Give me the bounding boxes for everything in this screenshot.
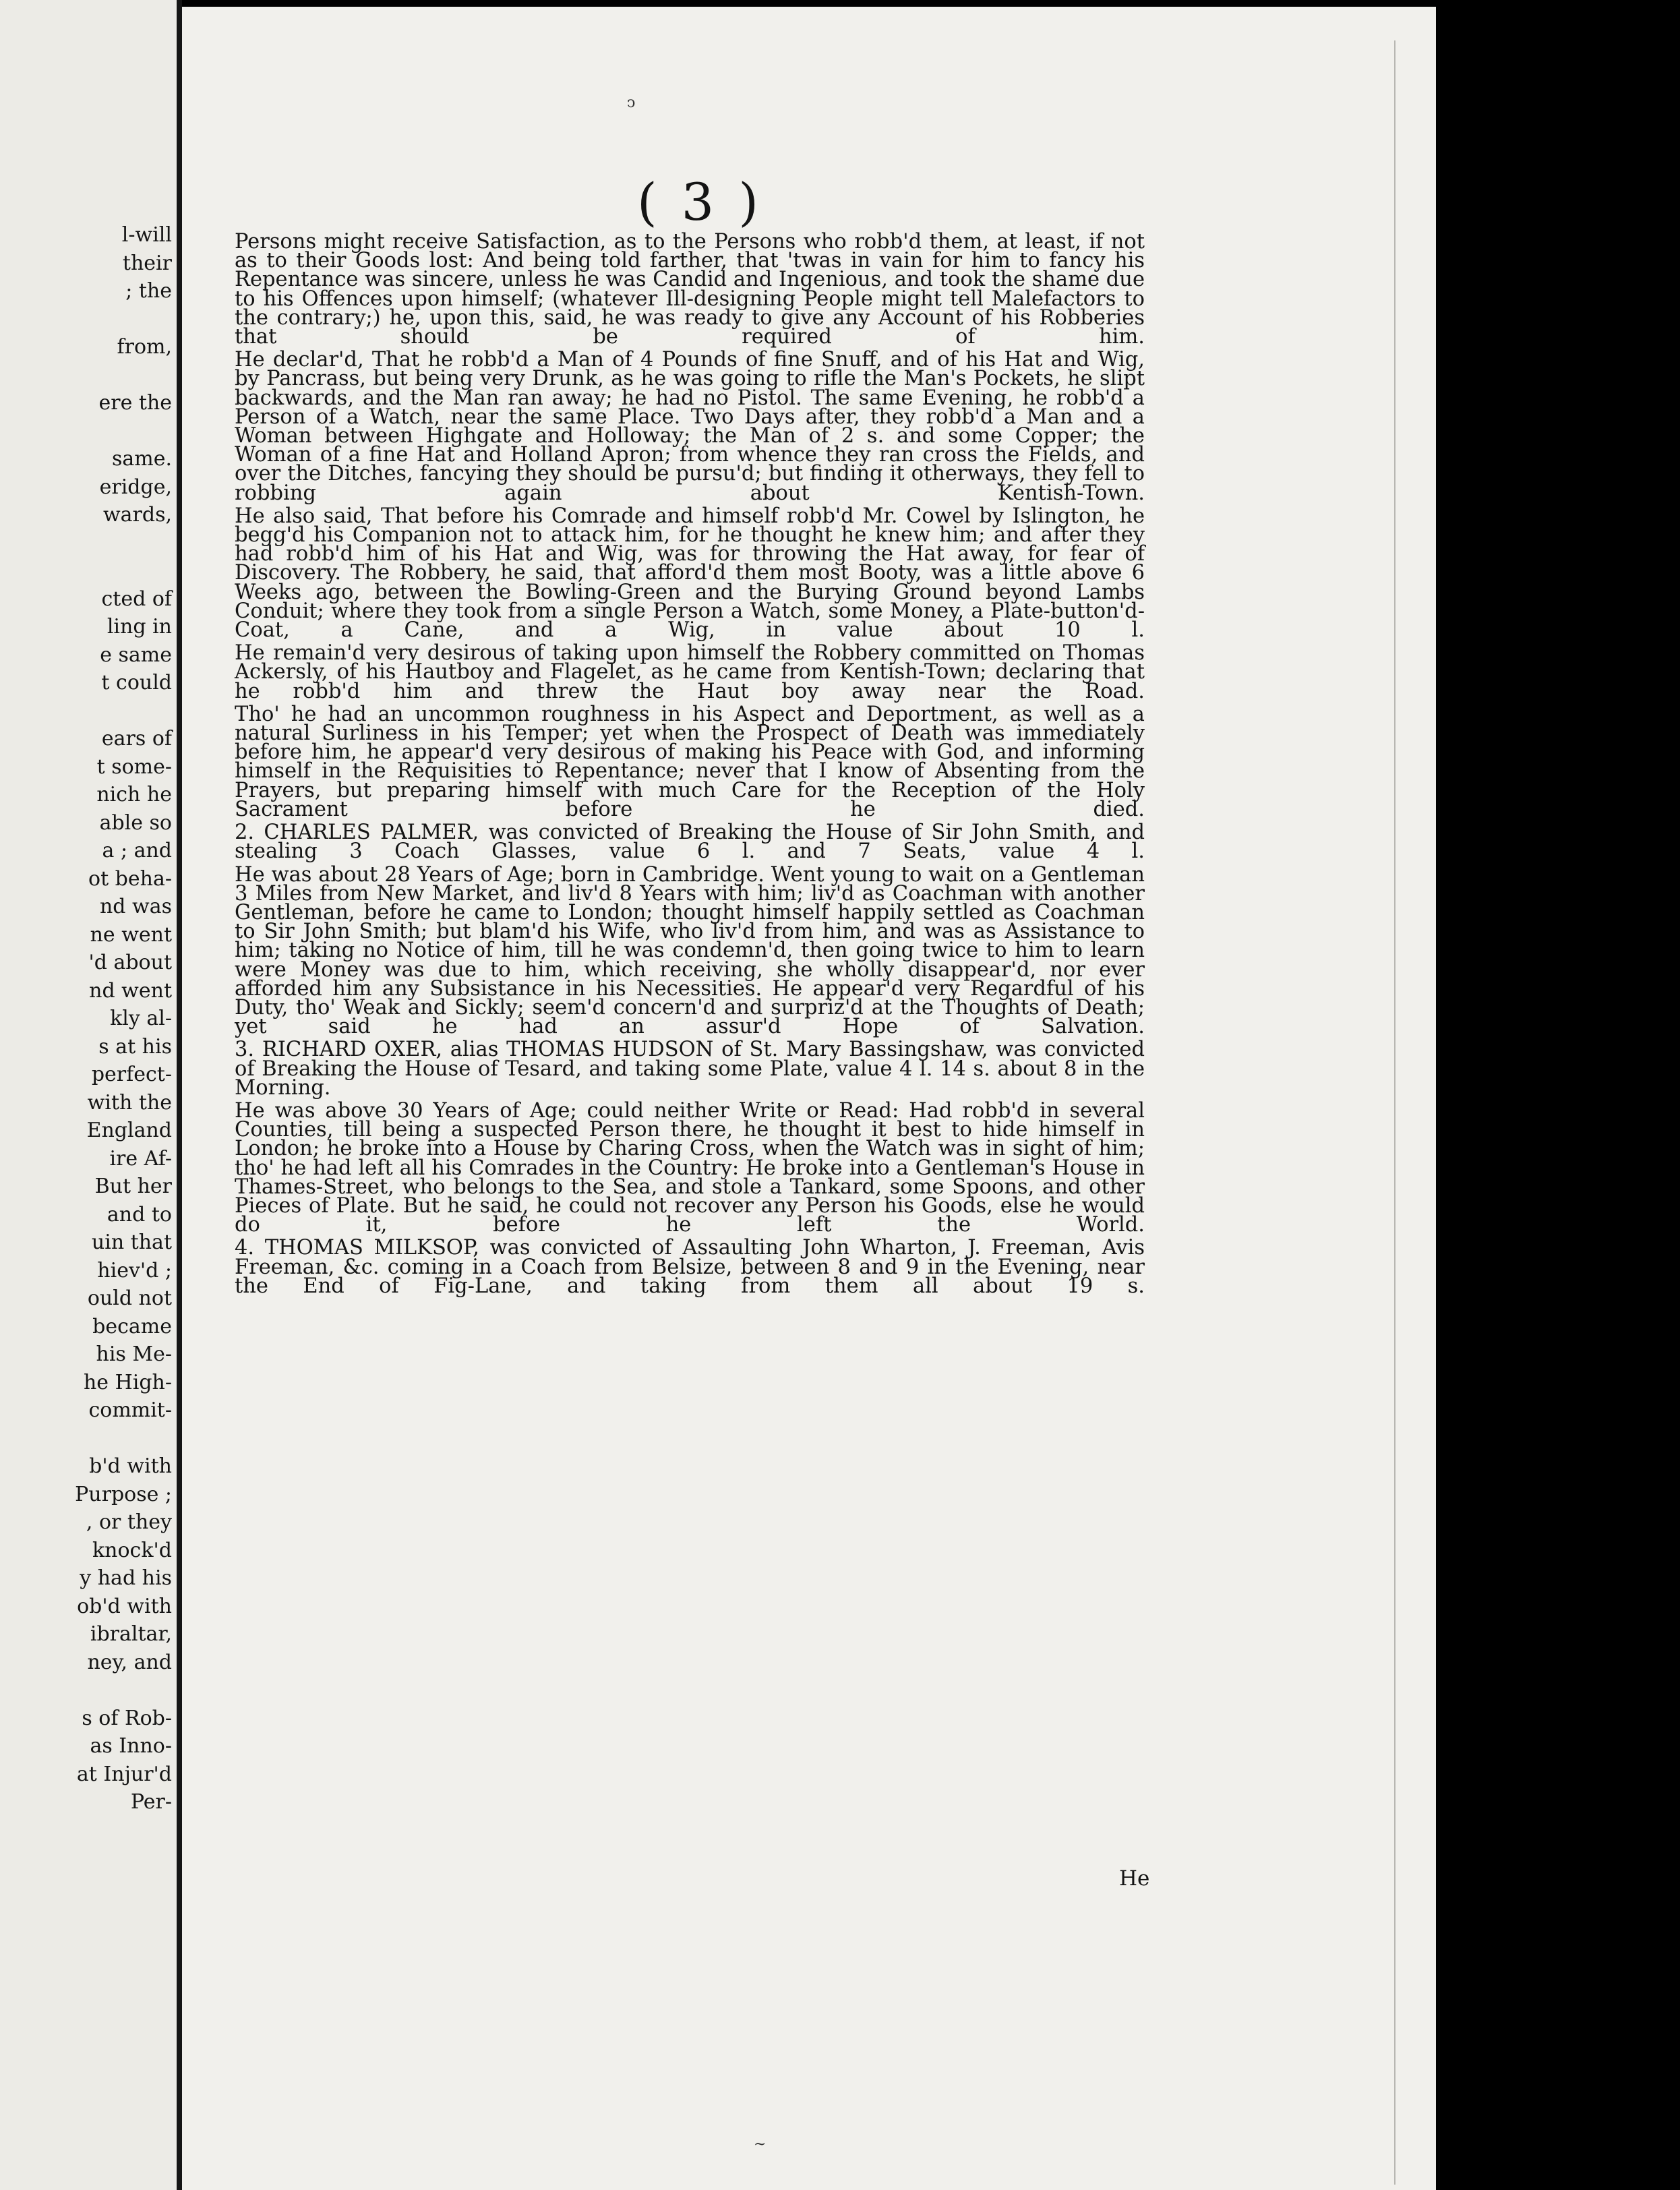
margin-fragment: ne went [90, 922, 172, 947]
catchword: He [1119, 1866, 1150, 1891]
scan-background [1436, 0, 1680, 2190]
margin-fragment: nich he [96, 783, 172, 806]
margin-fragment: ire Af- [109, 1146, 172, 1171]
left-page [0, 0, 179, 2190]
margin-fragment: t some- [96, 754, 172, 779]
paragraph: 3. RICHARD OXER, alias THOMAS HUDSON of St. Mary Bassingshaw, was convicted of Breaking the House of Tesard, and taking some Plate, value 4 l. 14 s. about 8 in the Morning. [235, 1038, 1145, 1100]
margin-fragment: l-will [121, 223, 172, 247]
margin-fragment: cted of [101, 587, 172, 611]
page-edge-line [1394, 40, 1396, 2185]
margin-fragment: Per- [130, 1790, 172, 1814]
margin-fragment: But her [94, 1175, 172, 1198]
ink-mark: ~ [754, 2136, 767, 2153]
margin-fragment: with the [87, 1090, 172, 1115]
margin-fragment: eridge, [99, 475, 172, 499]
ink-mark: ↄ [627, 94, 636, 111]
margin-fragment: a ; and [102, 839, 172, 862]
margin-fragment: ob'd with [77, 1594, 172, 1618]
paragraph: He remain'd very desirous of taking upon himself the Robbery committed on Thomas Ackersly, of his Hautboy and Flagelet, as he came from Kentish-Town; declaring that he robb'd him and threw the Haut boy away near the Road. [235, 641, 1145, 703]
margin-fragment: y had his [80, 1566, 172, 1590]
paragraph: Persons might receive Satisfaction, as to the Persons who robb'd them, at least, if not as to their Goods lost: And being told farther, that 'twas in vain for him to fancy his Repentance was sincere, unless he was Candid and Ingenious, and took the shame due to his Offences upon himself; (whatever Ill-designing People might tell Malefactors to the contrary;) he, upon this, said, he was ready to give any Account of his Robberies that should be required of him. [235, 230, 1145, 349]
left-margin-fragments [0, 221, 172, 1816]
margin-fragment: 'd about [88, 951, 172, 974]
margin-fragment: b'd with [89, 1454, 172, 1478]
page-number: ( 3 ) [637, 172, 762, 232]
margin-fragment: , or they [86, 1510, 172, 1534]
book-gutter [177, 0, 182, 2190]
paragraph: He also said, That before his Comrade and himself robb'd Mr. Cowel by Islington, he begg'd his Companion not to attack him, for he thought he knew him; and after they had robb'd him of his Hat and Wig, was for throwing the Hat away, for fear of Discovery. The Robbery, he said, that afford'd them most Booty, was a little above 6 Weeks ago, between the Bowling-Green and the Burying Ground beyond Lambs Conduit; where they took from a single Person a Watch, some Money, a Plate-button'd-Coat, a Cane, and a Wig, in value about 10 l. [235, 504, 1145, 643]
margin-fragment: he High- [83, 1370, 172, 1394]
margin-fragment: t could [101, 671, 172, 694]
paragraph: 2. CHARLES PALMER, was convicted of Breaking the House of Sir John Smith, and stealing 3 Coach Glasses, value 6 l. and 7 Seats, value 4 l. [235, 821, 1145, 864]
margin-fragment: ibraltar, [90, 1622, 172, 1646]
margin-fragment: their [122, 251, 172, 275]
margin-fragment: at Injur'd [76, 1762, 172, 1786]
margin-fragment: his Me- [96, 1342, 172, 1366]
margin-fragment: and to [107, 1202, 172, 1226]
margin-fragment: e same [100, 643, 172, 667]
margin-fragment: hiev'd ; [97, 1258, 172, 1282]
margin-fragment: ould not [87, 1286, 172, 1310]
margin-fragment: England [86, 1119, 172, 1142]
margin-fragment: ney, and [87, 1650, 172, 1674]
paragraph: Tho' he had an uncommon roughness in his Aspect and Deportment, as well as a natural Surliness in his Temper; yet when the Prospect of Death was immediately before him, he appear'd very desirous of making his Peace with God, and informing himself in the Requisities to Repentance; never that I know of Absenting from the Prayers, but preparing himself with much Care for the Reception of the Holy Sacrament before he died. [235, 702, 1145, 821]
margin-fragment: nd was [99, 895, 172, 918]
margin-fragment: from, [117, 335, 172, 359]
paragraph: He declar'd, That he robb'd a Man of 4 Pounds of fine Snuff, and of his Hat and Wig, by Pancrass, but being very Drunk, as he was going to rifle the Man's Pockets, he slipt backwards, and the Man ran away; he had no Pistol. The same Evening, he robb'd a Person of a Watch, near the same Place. Two Days after, they robb'd a Man and a Woman between Highgate and Holloway; the Man of 2 s. and some Copper; the Woman of a fine Hat and Holland Apron; from whence they ran cross the Fields, and over the Ditches, fancying they should be pursu'd; but finding it otherways, they fell to robbing again about Kentish-Town. [235, 348, 1145, 505]
margin-fragment: ling in [107, 615, 172, 639]
paragraph: He was about 28 Years of Age; born in Cambridge. Went young to wait on a Gentleman 3 Miles from New Market, and liv'd 8 Years with him; liv'd as Coachman with another Gentleman, before he came to London; thought himself happily settled as Coachman to Sir John Smith; but blam'd his Wife, who liv'd from him, and was as Assistance to him; taking no Notice of him, till he was condemn'd, then going twice to him to learn were Money was due to him, which receiving, she wholly disappear'd, nor ever afforded him any Subsistance in his Necessities. He appear'd very Regardful of his Duty, tho' Weak and Sickly; seem'd concern'd and surpriz'd at the Thoughts of Death; yet said he had an assur'd Hope of Salvation. [235, 862, 1145, 1039]
margin-fragment: wards, [102, 503, 172, 527]
margin-fragment: same. [111, 447, 172, 471]
margin-fragment [0, 697, 172, 726]
margin-fragment: Purpose ; [75, 1482, 172, 1506]
margin-fragment: kly al- [110, 1007, 172, 1030]
margin-fragment: ot beha- [88, 866, 172, 891]
margin-fragment: as Inno- [90, 1734, 172, 1758]
margin-fragment [0, 1425, 172, 1453]
margin-fragment: nd went [89, 978, 172, 1003]
margin-fragment: s at his [98, 1034, 172, 1059]
paragraph: 4. THOMAS MILKSOP, was convicted of Assaulting John Wharton, J. Freeman, Avis Freeman, &c. coming in a Coach from Belsize, between 8 and 9 in the Evening, near the End of Fig-Lane, and taking from them all about 19 s. [235, 1236, 1145, 1298]
margin-fragment: able so [99, 810, 172, 835]
margin-fragment: ears of [101, 727, 172, 750]
margin-fragment: commit- [88, 1398, 172, 1422]
body-text [235, 230, 1145, 1300]
margin-fragment [0, 305, 172, 334]
margin-fragment: ; the [125, 279, 172, 303]
margin-fragment: became [92, 1314, 172, 1338]
margin-fragment: perfect- [91, 1063, 172, 1086]
margin-fragment: uin that [91, 1231, 172, 1254]
margin-fragment: knock'd [92, 1538, 172, 1562]
margin-fragment [0, 529, 172, 558]
margin-fragment: ere the [98, 391, 172, 415]
margin-fragment [0, 557, 172, 585]
paragraph: He was above 30 Years of Age; could neither Write or Read: Had robb'd in several Counties, till being a suspected Person there, he thought it best to hide himself in London; he broke into a House by Charing Cross, when the Watch was in sight of him; tho' he had left all his Comrades in the Country: He broke into a Gentleman's House in Thames-Street, who belongs to the Sea, and stole a Tankard, some Spoons, and other Pieces of Plate. But he said, he could not recover any Person his Goods, else he would do it, before he left the World. [235, 1098, 1145, 1237]
margin-fragment: s of Rob- [82, 1706, 172, 1730]
margin-fragment [0, 417, 172, 446]
margin-fragment [0, 361, 172, 390]
margin-fragment [0, 1676, 172, 1705]
